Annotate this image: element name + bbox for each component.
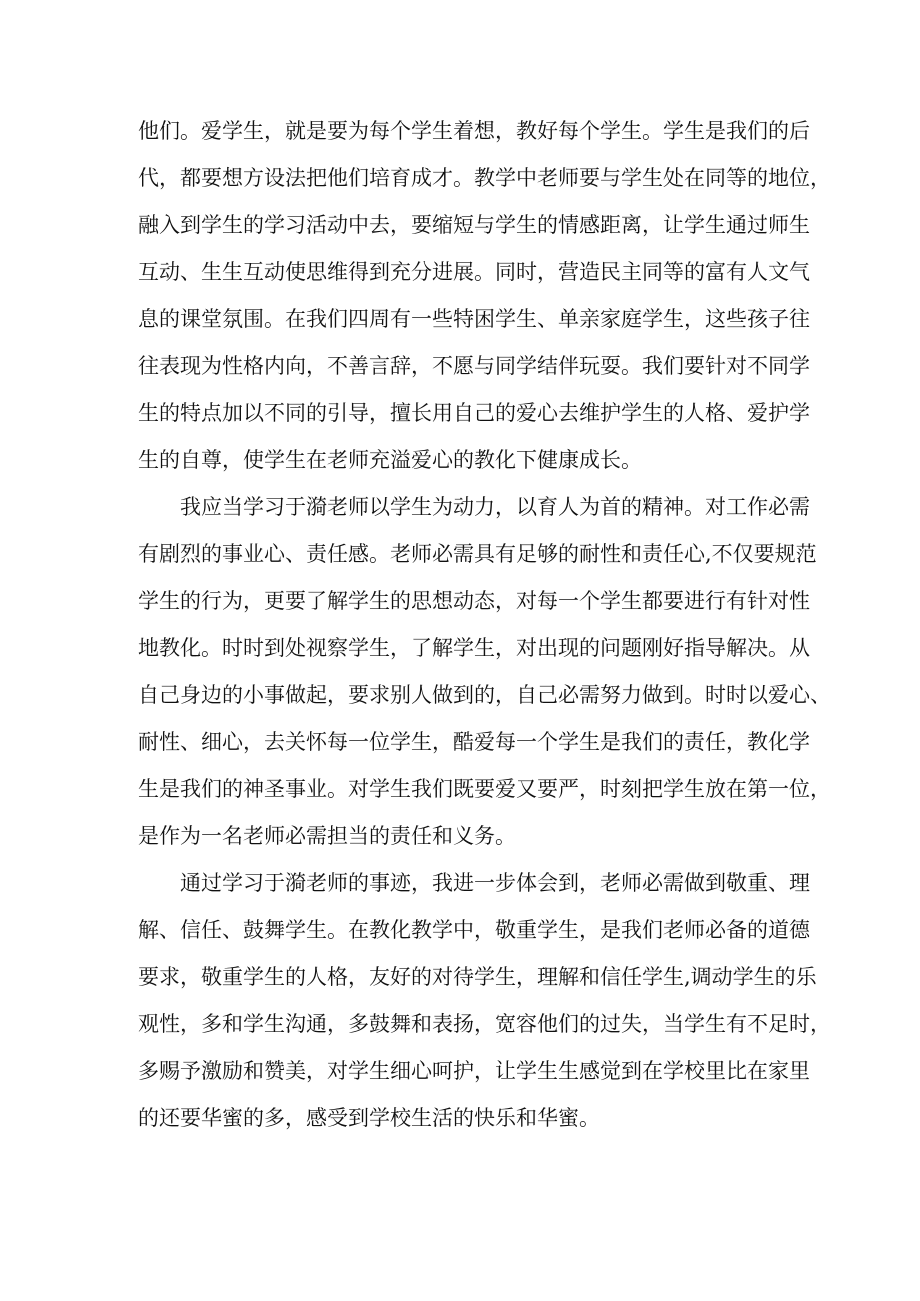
text-line: 学生的行为，更要了解学生的思想动态，对每一个学生都要进行有针对性	[138, 589, 810, 613]
text-line: 观性，多和学生沟通，多鼓舞和表扬，宽容他们的过失，当学生有不足时，	[138, 1012, 831, 1036]
paragraph-3	[138, 860, 831, 1142]
text-line: 生是我们的神圣事业。对学生我们既要爱又要严，时刻把学生放在第一位，	[138, 777, 831, 801]
paragraph-2	[138, 484, 831, 860]
text-line: 往表现为性格内向，不善言辞，不愿与同学结伴玩耍。我们要针对不同学	[138, 354, 810, 378]
text-line: 耐性、细心，去关怀每一位学生，酷爱每一个学生是我们的责任，教化学	[138, 730, 810, 754]
text-line: 他们。爱学生，就是要为每个学生着想，教好每个学生。学生是我们的后	[138, 119, 810, 143]
text-line: 有剧烈的事业心、责任感。老师必需具有足够的耐性和责任心,不仅要规范	[138, 542, 817, 566]
text-line: 是作为一名老师必需担当的责任和义务。	[138, 824, 516, 848]
paragraph-1	[138, 108, 831, 484]
text-line: 地教化。时时到处视察学生，了解学生，对出现的问题刚好指导解决。从	[138, 636, 810, 660]
text-line: 息的课堂氛围。在我们四周有一些特困学生、单亲家庭学生，这些孩子往	[138, 307, 810, 331]
text-line: 我应当学习于漪老师以学生为动力，以育人为首的精神。对工作必需	[180, 495, 810, 519]
text-line: 生的特点加以不同的引导，擅长用自己的爱心去维护学生的人格、爱护学	[138, 401, 810, 425]
text-line: 互动、生生互动使思维得到充分进展。同时，营造民主同等的富有人文气	[138, 260, 810, 284]
text-line: 要求，敬重学生的人格，友好的对待学生，理解和信任学生,调动学生的乐	[138, 965, 817, 989]
text-line: 代，都要想方设法把他们培育成才。教学中老师要与学生处在同等的地位，	[138, 166, 831, 190]
text-line: 生的自尊，使学生在老师充溢爱心的教化下健康成长。	[138, 448, 642, 472]
text-line: 多赐予激励和赞美，对学生细心呵护，让学生生感觉到在学校里比在家里	[138, 1059, 810, 1083]
text-line: 融入到学生的学习活动中去，要缩短与学生的情感距离，让学生通过师生	[138, 213, 810, 237]
text-line: 通过学习于漪老师的事迹，我进一步体会到，老师必需做到敬重、理	[180, 871, 810, 895]
text-line: 自己身边的小事做起，要求别人做到的，自己必需努力做到。时时以爱心、	[138, 683, 831, 707]
text-line: 的还要华蜜的多，感受到学校生活的快乐和华蜜。	[138, 1106, 600, 1130]
document-page	[138, 108, 831, 1142]
text-line: 解、信任、鼓舞学生。在教化教学中，敬重学生，是我们老师必备的道德	[138, 918, 810, 942]
